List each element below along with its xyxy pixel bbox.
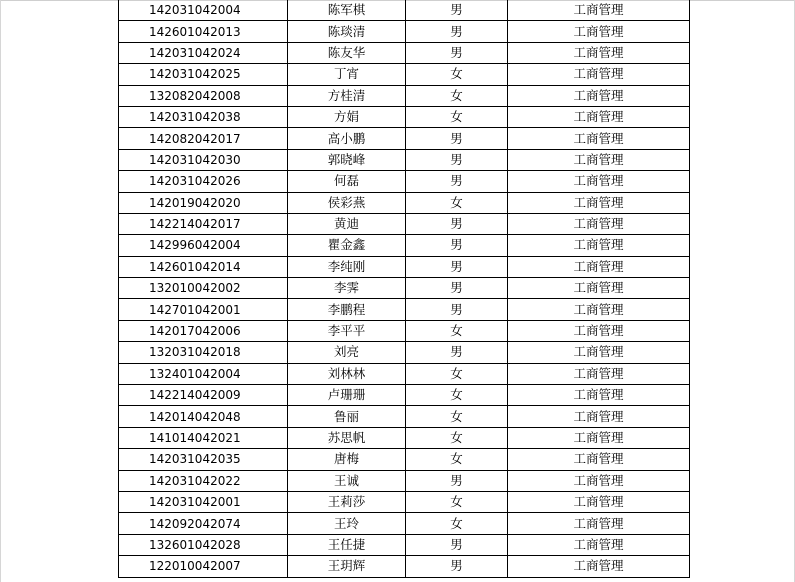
major-cell: 工商管理 — [508, 470, 690, 491]
student-id-cell: 132031042018 — [119, 342, 288, 363]
gender-cell: 女 — [406, 320, 508, 341]
table-row — [119, 278, 690, 299]
student-id-cell: 142014042048 — [119, 406, 288, 427]
gender-cell: 男 — [406, 342, 508, 363]
student-name-cell: 李纯刚 — [288, 256, 406, 277]
table-row — [119, 342, 690, 363]
student-id-cell: 132082042008 — [119, 85, 288, 106]
student-id-cell: 142601042014 — [119, 256, 288, 277]
student-id-cell: 142019042020 — [119, 192, 288, 213]
table-row — [119, 85, 690, 106]
major-cell: 工商管理 — [508, 149, 690, 170]
student-id-cell: 142031042001 — [119, 491, 288, 512]
major-cell: 工商管理 — [508, 235, 690, 256]
table-row — [119, 470, 690, 491]
gender-cell: 女 — [406, 64, 508, 85]
student-id-cell: 142601042013 — [119, 21, 288, 42]
major-cell: 工商管理 — [508, 21, 690, 42]
gender-cell: 女 — [406, 513, 508, 534]
gender-cell: 男 — [406, 556, 508, 577]
gender-cell: 男 — [406, 128, 508, 149]
gender-cell: 女 — [406, 85, 508, 106]
table-row — [119, 42, 690, 63]
student-id-cell: 142996042004 — [119, 235, 288, 256]
student-id-cell: 142031042022 — [119, 470, 288, 491]
table-row — [119, 171, 690, 192]
gender-cell: 男 — [406, 42, 508, 63]
student-name-cell: 何磊 — [288, 171, 406, 192]
table-row — [119, 513, 690, 534]
student-name-cell: 陈军棋 — [288, 0, 406, 21]
gender-cell: 女 — [406, 449, 508, 470]
student-id-cell: 142214042017 — [119, 213, 288, 234]
student-id-cell: 142082042017 — [119, 128, 288, 149]
major-cell: 工商管理 — [508, 42, 690, 63]
table-row — [119, 21, 690, 42]
major-cell: 工商管理 — [508, 213, 690, 234]
student-name-cell: 王玲 — [288, 513, 406, 534]
gender-cell: 男 — [406, 21, 508, 42]
student-id-cell: 142031042030 — [119, 149, 288, 170]
major-cell: 工商管理 — [508, 449, 690, 470]
student-name-cell: 方娟 — [288, 106, 406, 127]
student-name-cell: 卢珊珊 — [288, 385, 406, 406]
student-id-cell: 142031042025 — [119, 64, 288, 85]
table-row — [119, 427, 690, 448]
student-id-cell: 141014042021 — [119, 427, 288, 448]
gender-cell: 男 — [406, 171, 508, 192]
student-name-cell: 高小鹏 — [288, 128, 406, 149]
gender-cell: 男 — [406, 213, 508, 234]
student-id-cell: 132010042002 — [119, 278, 288, 299]
table-row — [119, 556, 690, 577]
table-row — [119, 213, 690, 234]
student-name-cell: 陈友华 — [288, 42, 406, 63]
major-cell: 工商管理 — [508, 299, 690, 320]
table-row — [119, 320, 690, 341]
major-cell: 工商管理 — [508, 363, 690, 384]
gender-cell: 女 — [406, 385, 508, 406]
gender-cell: 男 — [406, 278, 508, 299]
student-name-cell: 陈琰清 — [288, 21, 406, 42]
student-name-cell: 丁宵 — [288, 64, 406, 85]
student-name-cell: 侯彩燕 — [288, 192, 406, 213]
major-cell: 工商管理 — [508, 406, 690, 427]
table-row — [119, 534, 690, 555]
major-cell: 工商管理 — [508, 534, 690, 555]
major-cell: 工商管理 — [508, 256, 690, 277]
student-table-body — [119, 0, 690, 577]
student-id-cell: 142701042001 — [119, 299, 288, 320]
major-cell: 工商管理 — [508, 342, 690, 363]
student-name-cell: 王莉莎 — [288, 491, 406, 512]
student-id-cell: 142017042006 — [119, 320, 288, 341]
table-row — [119, 64, 690, 85]
major-cell: 工商管理 — [508, 427, 690, 448]
major-cell: 工商管理 — [508, 385, 690, 406]
major-cell: 工商管理 — [508, 0, 690, 21]
student-id-cell: 142031042038 — [119, 106, 288, 127]
major-cell: 工商管理 — [508, 320, 690, 341]
gender-cell: 女 — [406, 427, 508, 448]
student-name-cell: 李霁 — [288, 278, 406, 299]
major-cell: 工商管理 — [508, 491, 690, 512]
major-cell: 工商管理 — [508, 85, 690, 106]
table-row — [119, 385, 690, 406]
student-table — [118, 0, 690, 578]
gender-cell: 女 — [406, 192, 508, 213]
table-row — [119, 299, 690, 320]
major-cell: 工商管理 — [508, 192, 690, 213]
student-name-cell: 郭晓峰 — [288, 149, 406, 170]
student-name-cell: 李平平 — [288, 320, 406, 341]
major-cell: 工商管理 — [508, 513, 690, 534]
table-row — [119, 256, 690, 277]
student-name-cell: 鲁丽 — [288, 406, 406, 427]
student-id-cell: 122010042007 — [119, 556, 288, 577]
table-row — [119, 192, 690, 213]
gender-cell: 男 — [406, 256, 508, 277]
gender-cell: 男 — [406, 235, 508, 256]
gender-cell: 男 — [406, 0, 508, 21]
gender-cell: 女 — [406, 406, 508, 427]
student-id-cell: 142214042009 — [119, 385, 288, 406]
student-name-cell: 瞿金鑫 — [288, 235, 406, 256]
gender-cell: 男 — [406, 149, 508, 170]
student-id-cell: 132601042028 — [119, 534, 288, 555]
gender-cell: 女 — [406, 491, 508, 512]
student-name-cell: 王任捷 — [288, 534, 406, 555]
student-id-cell: 132401042004 — [119, 363, 288, 384]
student-name-cell: 王诚 — [288, 470, 406, 491]
student-name-cell: 唐梅 — [288, 449, 406, 470]
table-row — [119, 406, 690, 427]
table-row — [119, 0, 690, 21]
major-cell: 工商管理 — [508, 64, 690, 85]
page-left-border — [0, 0, 1, 582]
gender-cell: 女 — [406, 363, 508, 384]
table-row — [119, 491, 690, 512]
student-id-cell: 142031042024 — [119, 42, 288, 63]
student-id-cell: 142031042035 — [119, 449, 288, 470]
table-row — [119, 363, 690, 384]
major-cell: 工商管理 — [508, 128, 690, 149]
student-name-cell: 刘林林 — [288, 363, 406, 384]
gender-cell: 男 — [406, 470, 508, 491]
gender-cell: 男 — [406, 299, 508, 320]
table-row — [119, 106, 690, 127]
major-cell: 工商管理 — [508, 556, 690, 577]
major-cell: 工商管理 — [508, 278, 690, 299]
table-row — [119, 128, 690, 149]
student-id-cell: 142031042004 — [119, 0, 288, 21]
table-row — [119, 235, 690, 256]
student-id-cell: 142092042074 — [119, 513, 288, 534]
student-name-cell: 刘亮 — [288, 342, 406, 363]
table-row — [119, 149, 690, 170]
gender-cell: 女 — [406, 106, 508, 127]
gender-cell: 男 — [406, 534, 508, 555]
major-cell: 工商管理 — [508, 106, 690, 127]
student-id-cell: 142031042026 — [119, 171, 288, 192]
student-name-cell: 方桂清 — [288, 85, 406, 106]
student-name-cell: 李鹏程 — [288, 299, 406, 320]
table-row — [119, 449, 690, 470]
student-name-cell: 王玥辉 — [288, 556, 406, 577]
major-cell: 工商管理 — [508, 171, 690, 192]
student-name-cell: 黄迪 — [288, 213, 406, 234]
student-name-cell: 苏思帆 — [288, 427, 406, 448]
